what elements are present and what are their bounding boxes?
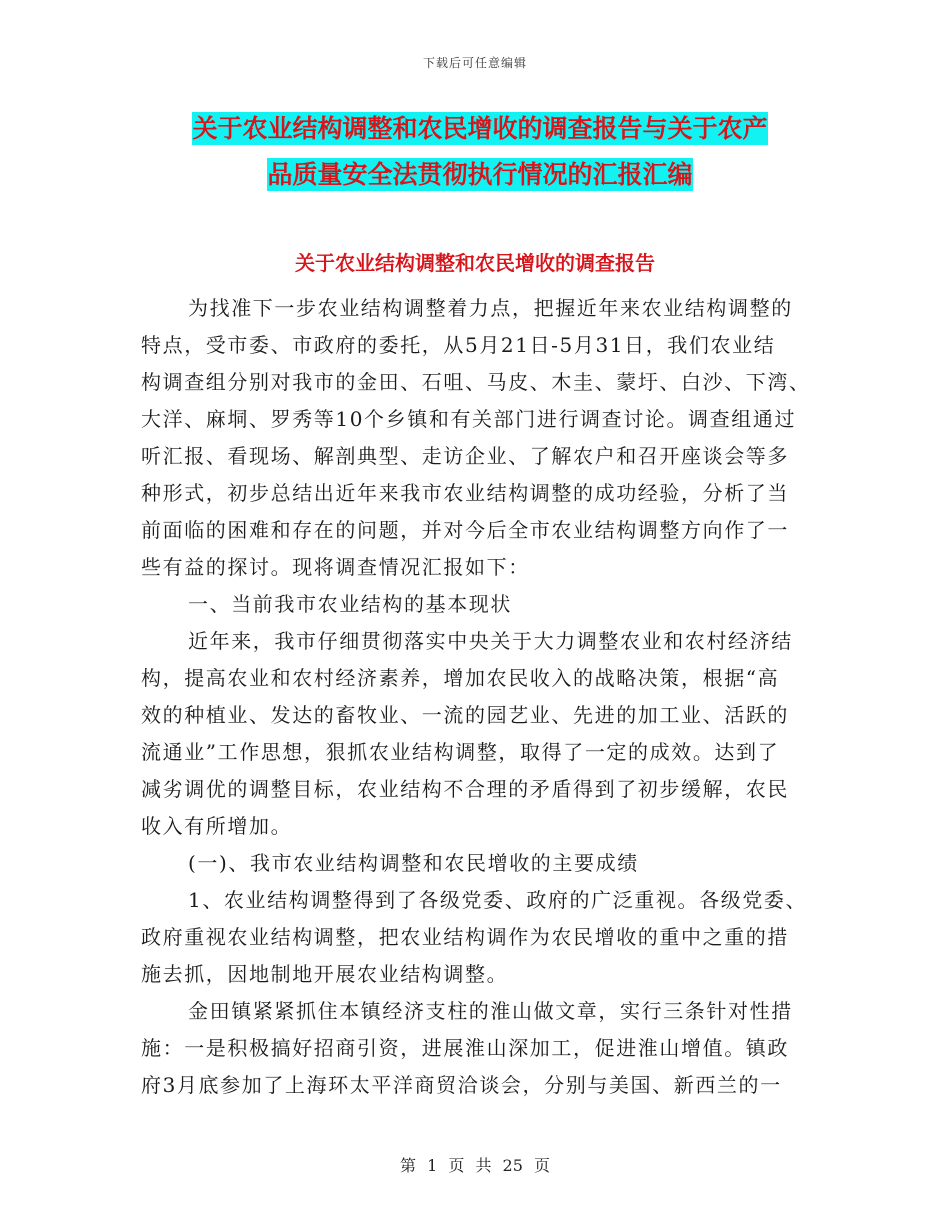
paragraph-line: 施：一是积极搞好招商引资，进展淮山深加工，促进淮山增值。镇政 xyxy=(141,1036,789,1060)
section-heading: 一、当前我市农业结构的基本现状 xyxy=(188,592,512,616)
paragraph-line: 构，提高农业和农村经济素养，增加农民收入的战略决策，根据“高 xyxy=(141,666,780,690)
paragraph-line: 为找准下一步农业结构调整着力点，把握近年来农业结构调整的 xyxy=(188,296,793,320)
document-body xyxy=(141,290,811,1104)
paragraph-line: 政府重视农业结构调整，把农业结构调作为农民增收的重中之重的措 xyxy=(141,925,789,949)
section-title: 关于农业结构调整和农民增收的调查报告 xyxy=(295,251,655,275)
paragraph-line: 特点，受市委、市政府的委托，从5月21日-5月31日，我们农业结 xyxy=(141,333,776,357)
section-heading: (一)、我市农业结构调整和农民增收的主要成绩 xyxy=(188,851,639,875)
page-number: 第 1 页 共 25 页 xyxy=(400,1156,550,1175)
paragraph-line: 减劣调优的调整目标，农业结构不合理的矛盾得到了初步缓解，农民 xyxy=(141,777,789,801)
paragraph-line: 前面临的困难和存在的问题，并对今后全市农业结构调整方向作了一 xyxy=(141,518,789,542)
paragraph-line: 府3月底参加了上海环太平洋商贸洽谈会，分别与美国、新西兰的一 xyxy=(141,1073,782,1097)
paragraph-line: 近年来，我市仔细贯彻落实中央关于大力调整农业和农村经济结 xyxy=(188,629,793,653)
paragraph-line: 大洋、麻垌、罗秀等10个乡镇和有关部门进行调查讨论。调查组通过 xyxy=(141,407,797,431)
paragraph-line: 流通业”工作思想，狠抓农业结构调整，取得了一定的成效。达到了 xyxy=(141,740,780,764)
paragraph-line: 金田镇紧紧抓住本镇经济支柱的淮山做文章，实行三条针对性措 xyxy=(188,999,793,1023)
paragraph-line: 构调查组分别对我市的金田、石咀、马皮、木圭、蒙圩、白沙、下湾、 xyxy=(141,370,811,394)
paragraph-line: 种形式，初步总结出近年来我市农业结构调整的成功经验，分析了当 xyxy=(141,481,789,505)
main-title-line-1: 关于农业结构调整和农民增收的调查报告与关于农产 xyxy=(192,114,768,143)
paragraph-line: 听汇报、看现场、解剖典型、走访企业、了解农户和召开座谈会等多 xyxy=(141,444,789,468)
paragraph-line: 1、农业结构调整得到了各级党委、政府的广泛重视。各级党委、 xyxy=(188,888,808,912)
paragraph-line: 些有益的探讨。现将调查情况汇报如下： xyxy=(141,555,530,579)
header-note: 下载后可任意编辑 xyxy=(422,56,527,70)
main-title-line-2: 品质量安全法贯彻执行情况的汇报汇编 xyxy=(267,160,693,189)
paragraph-line: 收入有所增加。 xyxy=(141,814,293,838)
paragraph-line: 效的种植业、发达的畜牧业、一流的园艺业、先进的加工业、活跃的 xyxy=(141,703,789,727)
paragraph-line: 施去抓，因地制地开展农业结构调整。 xyxy=(141,962,509,986)
